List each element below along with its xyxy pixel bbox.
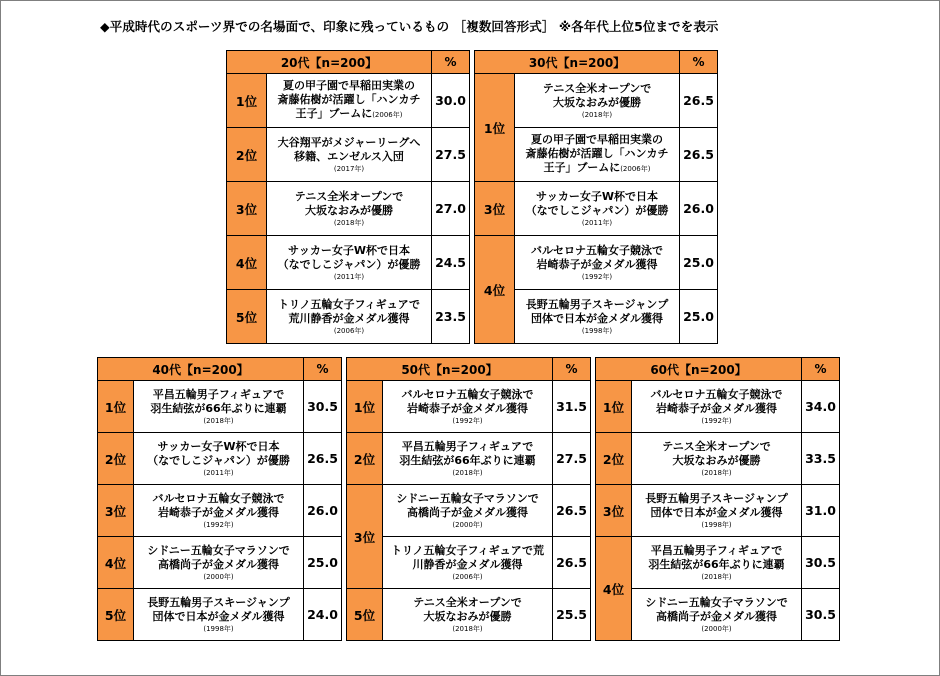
item-line: 羽生結弦が66年ぶりに連覇: [399, 453, 536, 467]
table-row: [98, 433, 342, 485]
rank-cell: 5位: [227, 290, 267, 344]
rank-cell: 2位: [227, 128, 267, 182]
table-heading: 40代【n=200】: [98, 358, 304, 381]
table-30s: [474, 50, 718, 344]
item-cell: [515, 290, 680, 344]
item-line: テニス全米オープンで: [294, 189, 404, 203]
item-line: 団体で日本が金メダル獲得: [650, 505, 783, 519]
item-cell: [267, 182, 432, 236]
value-cell: 30.5: [802, 537, 840, 589]
table-row: [475, 182, 718, 236]
item-cell: [515, 128, 680, 182]
year-label: (2011年): [333, 272, 365, 281]
item-cell: [383, 381, 553, 433]
item-cell: [515, 182, 680, 236]
table-heading: 30代【n=200】: [475, 51, 680, 74]
value-cell: 27.5: [432, 128, 470, 182]
item-cell: [632, 433, 802, 485]
percent-header: %: [304, 358, 342, 381]
year-label: (2000年): [452, 520, 483, 529]
table-40s: [97, 357, 342, 641]
item-cell: [383, 485, 553, 537]
table-row: [227, 290, 470, 344]
year-label: (1992年): [452, 416, 483, 425]
table-heading: 60代【n=200】: [596, 358, 802, 381]
table-heading: 50代【n=200】: [347, 358, 553, 381]
item-cell: [515, 74, 680, 128]
table-row: [596, 537, 840, 589]
item-line: 斎藤佑樹が活躍し「ハンカチ: [525, 147, 669, 160]
percent-header: %: [432, 51, 470, 74]
table-row: [227, 236, 470, 290]
value-cell: 26.5: [680, 128, 718, 182]
year-label: (2018年): [203, 416, 234, 425]
item-line: 高橋尚子が金メダル獲得: [407, 505, 528, 519]
year-label: (1992年): [701, 416, 732, 425]
year-label: (1998年): [203, 624, 234, 633]
item-line: 岩崎恭子が金メダル獲得: [407, 401, 528, 415]
value-cell: 30.0: [432, 74, 470, 128]
table-row: [596, 589, 840, 641]
item-line: シドニー五輪女子マラソンで: [645, 595, 788, 609]
table-row: [347, 537, 591, 589]
item-cell: [134, 485, 304, 537]
item-cell: [134, 537, 304, 589]
item-line: 高橋尚子が金メダル獲得: [656, 609, 777, 623]
item-line: サッカー女子W杯で日本: [536, 189, 658, 203]
table-row: [227, 182, 470, 236]
item-line: 斎藤佑樹が活躍し「ハンカチ: [277, 93, 421, 106]
value-cell: 31.5: [553, 381, 591, 433]
year-label: (1992年): [203, 520, 234, 529]
rank-cell: 3位: [475, 182, 515, 236]
year-label: (2006年): [333, 326, 365, 335]
item-line: テニス全米オープンで: [662, 439, 771, 453]
item-line: 平昌五輪男子フィギュアで: [401, 439, 534, 453]
value-cell: 24.5: [432, 236, 470, 290]
item-line: 大坂なおみが優勝: [423, 609, 512, 623]
value-cell: 30.5: [802, 589, 840, 641]
item-line: バルセロナ五輪女子競泳で: [152, 491, 285, 505]
value-cell: 24.0: [304, 589, 342, 641]
item-line: 岩崎恭子が金メダル獲得: [158, 505, 279, 519]
table-row: [347, 381, 591, 433]
value-cell: 25.0: [680, 236, 718, 290]
item-line: バルセロナ五輪女子競泳で: [650, 387, 783, 401]
year-label: (1992年): [581, 272, 613, 281]
item-line: 王子」ブームに: [295, 107, 373, 120]
percent-header: %: [802, 358, 840, 381]
value-cell: 33.5: [802, 433, 840, 485]
item-cell: [632, 485, 802, 537]
year-label: (2000年): [203, 572, 234, 581]
table-20s: [226, 50, 470, 344]
table-row: [98, 381, 342, 433]
year-label: (1998年): [581, 326, 613, 335]
rank-cell: 2位: [596, 433, 632, 485]
rank-cell: 1位: [596, 381, 632, 433]
rank-cell: 3位: [98, 485, 134, 537]
item-line: 夏の甲子園で早稲田実業の: [531, 133, 663, 146]
item-cell: [267, 236, 432, 290]
table-row: [98, 537, 342, 589]
item-cell: [383, 537, 553, 589]
table-row: [347, 589, 591, 641]
table-60s: [595, 357, 840, 641]
item-line: バルセロナ五輪女子競泳で: [531, 243, 663, 257]
year-label: (2018年): [452, 624, 483, 633]
rank-cell: 1位: [98, 381, 134, 433]
item-line: サッカー女子W杯で日本: [157, 439, 280, 453]
value-cell: 26.0: [680, 182, 718, 236]
value-cell: 26.5: [304, 433, 342, 485]
item-line: シドニー五輪女子マラソンで: [147, 543, 290, 557]
year-label: (1998年): [701, 520, 732, 529]
value-cell: 26.5: [553, 485, 591, 537]
item-line: 羽生結弦が66年ぶりに連覇: [150, 401, 287, 415]
item-line: 大坂なおみが優勝: [305, 203, 393, 217]
value-cell: 25.0: [680, 290, 718, 344]
item-cell: [267, 74, 432, 128]
table-row: [227, 128, 470, 182]
rank-cell: 2位: [98, 433, 134, 485]
year-label: (2017年): [333, 164, 365, 173]
value-cell: 34.0: [802, 381, 840, 433]
item-line: 平昌五輪男子フィギュアで: [650, 543, 783, 557]
rank-cell: 2位: [347, 433, 383, 485]
value-cell: 25.5: [553, 589, 591, 641]
item-line: 高橋尚子が金メダル獲得: [158, 557, 279, 571]
value-cell: 25.0: [304, 537, 342, 589]
table-row: [475, 236, 718, 290]
table-row: [98, 485, 342, 537]
value-cell: 26.5: [553, 537, 591, 589]
year-label: (2018年): [701, 468, 732, 477]
item-line: 岩崎恭子が金メダル獲得: [536, 257, 658, 271]
item-line: 川静香が金メダル獲得: [412, 557, 523, 571]
rank-cell: 5位: [98, 589, 134, 641]
table-row: [98, 589, 342, 641]
year-label: (2011年): [203, 468, 234, 477]
rank-cell: 3位: [227, 182, 267, 236]
item-line: 団体で日本が金メダル獲得: [531, 311, 663, 325]
table-row: [347, 485, 591, 537]
item-line: 夏の甲子園で早稲田実業の: [283, 79, 415, 92]
item-line: （なでしこジャパン）が優勝: [277, 257, 421, 271]
item-cell: [134, 381, 304, 433]
page-title: ◆平成時代のスポーツ界での名場面で、印象に残っているもの ［複数回答形式］ ※各年代上位5位までを表示: [100, 19, 719, 34]
year-label: (2018年): [581, 110, 613, 119]
table-row: [475, 74, 718, 128]
rank-cell: 4位: [596, 537, 632, 641]
item-line: 団体で日本が金メダル獲得: [152, 609, 285, 623]
item-line: トリノ五輪女子フィギュアで: [278, 297, 421, 311]
item-cell: [632, 589, 802, 641]
rank-cell: 1位: [475, 74, 515, 182]
item-cell: [134, 589, 304, 641]
item-cell: [632, 381, 802, 433]
table-row: [596, 381, 840, 433]
value-cell: 30.5: [304, 381, 342, 433]
year-label: (2018年): [333, 218, 365, 227]
percent-header: %: [680, 51, 718, 74]
rank-cell: 4位: [475, 236, 515, 344]
table-row: [227, 74, 470, 128]
item-line: 荒川静香が金メダル獲得: [288, 311, 410, 325]
item-line: 大坂なおみが優勝: [672, 453, 761, 467]
rank-cell: 1位: [227, 74, 267, 128]
year-label: (2018年): [452, 468, 483, 477]
table-row: [596, 433, 840, 485]
item-line: 長野五輪男子スキージャンプ: [525, 297, 669, 311]
rank-cell: 5位: [347, 589, 383, 641]
year-label: (2011年): [581, 218, 613, 227]
year-label: (2006年): [372, 111, 403, 119]
item-cell: [515, 236, 680, 290]
rank-cell: 1位: [347, 381, 383, 433]
item-line: サッカー女子W杯で日本: [288, 243, 410, 257]
table-heading: 20代【n=200】: [227, 51, 432, 74]
item-line: 大坂なおみが優勝: [553, 95, 641, 109]
item-line: シドニー五輪女子マラソンで: [396, 491, 539, 505]
item-cell: [267, 128, 432, 182]
item-line: 移籍、エンゼルス入団: [294, 149, 404, 163]
item-line: 長野五輪男子スキージャンプ: [645, 491, 788, 505]
table-row: [347, 433, 591, 485]
value-cell: 27.0: [432, 182, 470, 236]
year-label: (2018年): [701, 572, 732, 581]
table-row: [596, 485, 840, 537]
item-line: 長野五輪男子スキージャンプ: [147, 595, 290, 609]
year-label: (2006年): [452, 572, 483, 581]
item-cell: [632, 537, 802, 589]
rank-cell: 4位: [98, 537, 134, 589]
percent-header: %: [553, 358, 591, 381]
rank-cell: 3位: [347, 485, 383, 589]
item-line: 大谷翔平がメジャーリーグへ: [277, 135, 421, 149]
item-line: 王子」ブームに: [543, 161, 621, 174]
item-cell: [134, 433, 304, 485]
year-label: (2000年): [701, 624, 732, 633]
value-cell: 23.5: [432, 290, 470, 344]
item-line: 羽生結弦が66年ぶりに連覇: [648, 557, 785, 571]
item-line: バルセロナ五輪女子競泳で: [401, 387, 534, 401]
item-line: トリノ五輪女子フィギュアで荒: [391, 543, 545, 557]
value-cell: 26.0: [304, 485, 342, 537]
table-50s: [346, 357, 591, 641]
item-cell: [383, 433, 553, 485]
item-line: （なでしこジャパン）が優勝: [525, 203, 669, 217]
value-cell: 27.5: [553, 433, 591, 485]
item-cell: [267, 290, 432, 344]
item-line: テニス全米オープンで: [413, 595, 522, 609]
item-line: テニス全米オープンで: [542, 81, 652, 95]
item-line: 岩崎恭子が金メダル獲得: [656, 401, 777, 415]
year-label: (2006年): [620, 165, 651, 173]
item-line: （なでしこジャパン）が優勝: [147, 453, 290, 467]
value-cell: 31.0: [802, 485, 840, 537]
rank-cell: 3位: [596, 485, 632, 537]
item-cell: [383, 589, 553, 641]
item-line: 平昌五輪男子フィギュアで: [152, 387, 285, 401]
rank-cell: 4位: [227, 236, 267, 290]
value-cell: 26.5: [680, 74, 718, 128]
